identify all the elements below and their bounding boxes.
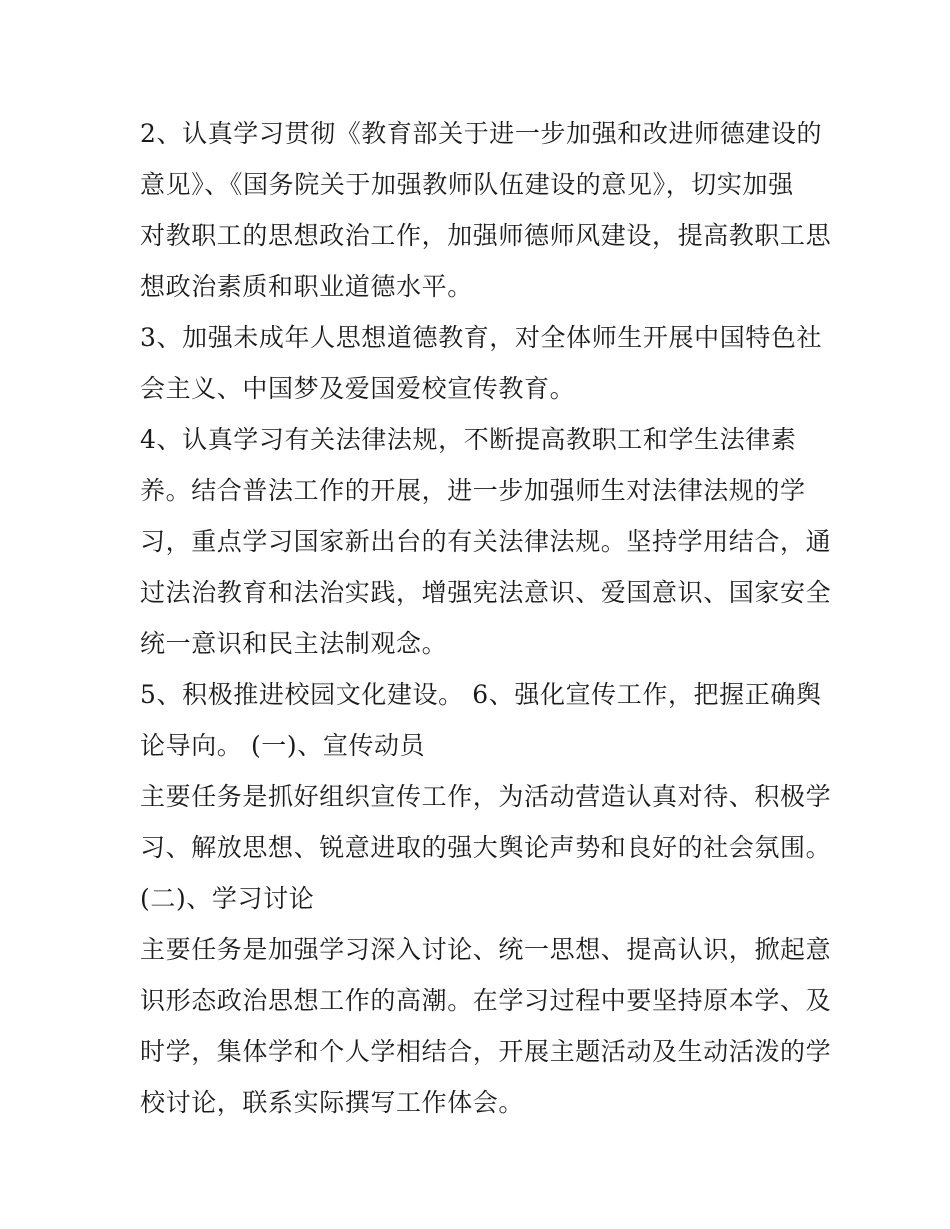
text-line: 习、解放思想、锐意进取的强大舆论声势和良好的社会氛围。 [140,833,832,862]
text-line: 想政治素质和职业道德水平。 [140,272,473,301]
document-body [140,108,832,1128]
section-heading: (二)、学习讨论 [140,884,315,913]
text-line: 过法治教育和法治实践，增强宪法意识、爱国意识、国家安全 [140,578,832,607]
text-line: 主要任务是加强学习深入讨论、统一思想、提高认识，掀起意 [140,935,832,964]
text-line: 校讨论，联系实际撰写工作体会。 [140,1088,525,1117]
text-line: 3、加强未成年人思想道德教育，对全体师生开展中国特色社 [140,323,823,352]
text-line: 识形态政治思想工作的高潮。在学习过程中要坚持原本学、及 [140,986,832,1015]
text-line: 主要任务是抓好组织宣传工作，为活动营造认真对待、积极学 [140,782,832,811]
text-line: 论导向。 (一)、宣传动员 [140,731,426,760]
text-line: 2、认真学习贯彻《教育部关于进一步加强和改进师德建设的 [140,119,823,148]
text-line: 时学，集体学和个人学相结合，开展主题活动及生动活泼的学 [140,1037,832,1066]
text-line: 对教职工的思想政治工作，加强师德师风建设，提高教职工思 [140,221,832,250]
text-line: 5、积极推进校园文化建设。 6、强化宣传工作，把握正确舆 [140,680,822,709]
text-line: 4、认真学习有关法律法规，不断提高教职工和学生法律素 [140,425,797,454]
text-line: 意见》、《国务院关于加强教师队伍建设的意见》，切实加强 [140,170,794,199]
text-line: 习，重点学习国家新出台的有关法律法规。坚持学用结合，通 [140,527,832,556]
text-line: 会主义、中国梦及爱国爱校宣传教育。 [140,374,576,403]
text-line: 养。结合普法工作的开展，进一步加强师生对法律法规的学 [140,476,806,505]
text-line: 统一意识和民主法制观念。 [140,629,448,658]
